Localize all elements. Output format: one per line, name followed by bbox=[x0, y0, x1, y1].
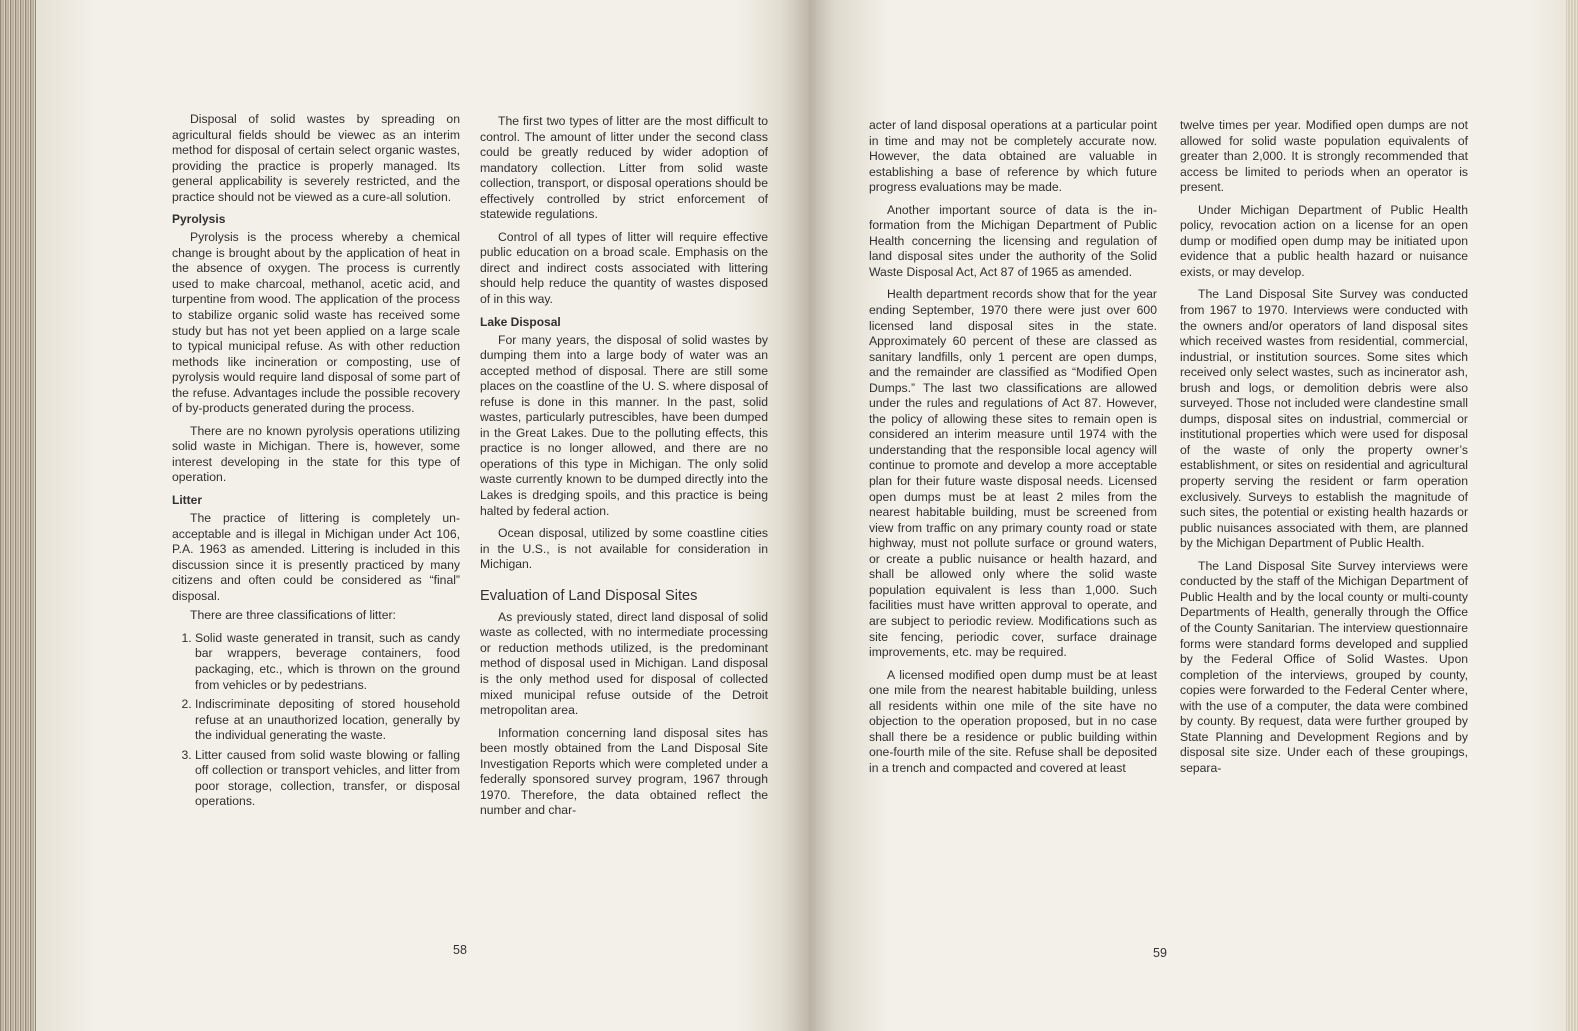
revocation-paragraph: Under Michigan Department of Public Health policy, revocation action on a license for an open dump or modified open dump may be initiated upon evidence that a public health hazard or nuisance exists, or may develop. bbox=[1180, 202, 1468, 279]
page-number-right: 59 bbox=[1153, 946, 1167, 960]
intro-paragraph: Disposal of solid wastes by spreading on agricultural fields should be viewec as an interim method for disposal of certain select organic wastes, providing the practice is properly managed. Its general applicability is severely restricted, and the practice should not be viewed as a cure-all solution. bbox=[172, 112, 460, 204]
list-item: 1. Solid waste generated in transit, such as candy bar wrappers, beverage containers, food packaging, etc., which is thrown on the ground from vehicles or by pedestrians. bbox=[195, 631, 460, 693]
survey-interviews-paragraph: The Land Disposal Site Survey interviews were conducted by the staff of the Michigan Department of Public Health and by the local county or multi-county Departments of Health, generally through the Office of the County Sanitarian. The interview questionnaire forms were standard forms developed and supplied by the Federal Office of Solid Wastes. Upon completion of the interviews, grouped by county, copies were forwarded to the Federal Center where, with the use of a computer, the data were combined by county. By request, data were further grouped by State Planning and Development Regions and by disposal site size. Under each of these groupings, separa- bbox=[1180, 558, 1468, 775]
evaluation-paragraph-2: Information concerning land disposal sites has been mostly obtained from the Land Disposal Site Investigation Reports which were completed under a federally sponsored survey program, 1967 through 1970. Therefore, the data obtained reflect the number and char- bbox=[480, 725, 768, 818]
litter-paragraph-1: The practice of littering is completely unacceptable and is illegal in Michigan under Act 106, P.A. 1963 as amended. Littering is included in this discussion since it is presently practiced by many citizens and often could be considered as “final” disposal. bbox=[172, 511, 460, 603]
page-number-left: 58 bbox=[453, 943, 467, 957]
left-page-column-2 bbox=[480, 114, 768, 826]
book-fore-edge-right bbox=[1566, 0, 1578, 1031]
litter-paragraph-2: There are three classifications of litter: bbox=[190, 608, 396, 623]
left-page bbox=[36, 0, 811, 1031]
continued-paragraph: acter of land disposal operations at a particular point in time and may not be completely accurate now. However, the data obtained are valuable in establishing a base of reference by which future progress evaluations may be made. bbox=[869, 118, 1157, 195]
lake-disposal-paragraph-1: For many years, the disposal of solid wastes by dumping them into a large body of water was an accepted method of disposal. There are still some places on the coastline of the U. S. where disposal of refuse is done in this manner. In the past, solid wastes, particularly putrescibles, have been dumped in the Great Lakes. Due to the polluting effects, this practice is no longer allowed, and there are no operations of this type in Michigan. The only solid waste currently known to be dumped directly into the Lakes is dredging spoils, and this practice is being halted by federal action. bbox=[480, 332, 768, 518]
lake-disposal-heading: Lake Disposal bbox=[480, 314, 561, 329]
pyrolysis-paragraph-1: Pyrolysis is the process whereby a chemical change is brought about by the application of heat in the absence of oxygen. The process is currently used to make charcoal, methanol, acetic acid, and turpentine from wood. The application of the process to stabilize organic solid waste has received some study but has not yet been applied on a large scale to typical municipal refuse. As with other reduction methods like incineration or composting, use of pyrolysis would require land disposal of some part of the refuse. Advantages include the possible recovery of by-products generated during the process. bbox=[172, 230, 460, 416]
site-survey-paragraph: The Land Disposal Site Survey was conducted from 1967 to 1970. Interviews were conducted with the owners and/or operators of land disposal sites which received wastes from residential, commercial, industrial, or institution sources. Some sites which received only select wastes, such as incinerator ash, brush and logs, or demolition debris were also surveyed. Those not included were clandestine small dumps, disposal sites on industrial, commercial or institutional properties which were used for disposal of the waste of only the property owner’s establishment, or sites on residential and agricultural property serving the resident or farm operation exclusively. Surveys to establish the magnitude of such sites, the potential or existing health hazards or public nuisances associated with them, are planned by the Michigan Department of Public Health. bbox=[1180, 287, 1468, 551]
litter-control-paragraph-2: Control of all types of litter will require effective public education on a broad scale. Emphasis on the direct and indirect costs associated with littering should help reduce the quantity of wastes disposed of in this way. bbox=[480, 229, 768, 307]
list-item: 2. Indiscriminate depositing of stored household refuse at an unauthorized location, generally by the individual generating the waste. bbox=[195, 697, 460, 744]
health-records-paragraph: Health department records show that for the year ending September, 1970 there were just over 600 licensed land disposal sites in the state. Approximately 60 percent of these are classed as sanitary landfills, only 1 percent are open dumps, and the remainder are classified as “Modified Open Dumps.” The last two classifications are allowed under the rules and regulations of Act 87. However, the policy of allowing these sites to remain open is considered an interim measure until 1974 with the understanding that the responsible local agency will continue to promote and develop a more acceptable plan for their future waste disposal needs. Licensed open dumps must be at least 2 miles from the nearest habitable building, must be screened from view from traffic on any primary county road or state highway, must not pollute surface or ground waters, or create a public nuisance or health hazard, and shall be allowed only where the solid waste population equivalent is less than 1,000. Such facilities must have written approval to operate, and are subject to periodic review. Modifications such as site fencing, periodic cover, surface drainage improvements, etc. may be required. bbox=[869, 287, 1157, 660]
book-fore-edge-left bbox=[0, 0, 40, 1031]
right-page bbox=[809, 0, 1572, 1031]
left-page-column-1 bbox=[172, 112, 460, 814]
modified-dump-paragraph: A licensed modified open dump must be at least one mile from the nearest habitable building, unless all residents within one mile of the site have no objection to the operation proposed, but in no case shall there be a residence or public building within one-fourth mile of the site. Refuse shall be deposited in a trench and compacted and covered at least bbox=[869, 667, 1157, 775]
evaluation-paragraph-1: As previously stated, direct land disposal of solid waste as collected, with no intermediate processing or reduction methods utilized, is the predominant method of disposal used in Michigan. Land disposal is the only method used for disposal of collected mixed municipal refuse outside of the Detroit metropolitan area. bbox=[480, 609, 768, 718]
right-page-column-1 bbox=[869, 118, 1157, 783]
list-item: 3. Litter caused from solid waste blowing or falling off collection or transport vehicles, and litter from poor storage, collection, transfer, or disposal operations. bbox=[195, 748, 460, 810]
pyrolysis-heading: Pyrolysis bbox=[172, 212, 226, 227]
continued-paragraph: twelve times per year. Modified open dumps are not allowed for solid waste population equivalents of greater than 2,000. It is strongly recommended that access be limited to periods when an operator is present. bbox=[1180, 118, 1468, 195]
evaluation-heading: Evaluation of Land Disposal Sites bbox=[480, 587, 698, 604]
right-page-column-2 bbox=[1180, 118, 1468, 783]
litter-control-paragraph-1: The first two types of litter are the most difficult to control. The amount of litter under the second class could be greatly reduced by wider adoption of mandatory collection. Litter from solid waste collection, transport, or disposal operations should be effectively controlled by strict enforcement of statewide regulations. bbox=[480, 114, 768, 222]
lake-disposal-paragraph-2: Ocean disposal, utilized by some coastline cities in the U.S., is not available for consideration in Michigan. bbox=[480, 526, 768, 572]
health-data-paragraph: Another important source of data is the information from the Michigan Department of Public Health concerning the licensing and regulation of land disposal sites under the authority of the Solid Waste Disposal Act, Act 87 of 1965 as amended. bbox=[869, 202, 1157, 279]
pyrolysis-paragraph-2: There are no known pyrolysis operations utilizing solid waste in Michigan. There is, however, some interest developing in the state for this type of operation. bbox=[172, 423, 460, 485]
litter-classification-list bbox=[172, 631, 460, 810]
litter-heading: Litter bbox=[172, 493, 202, 508]
